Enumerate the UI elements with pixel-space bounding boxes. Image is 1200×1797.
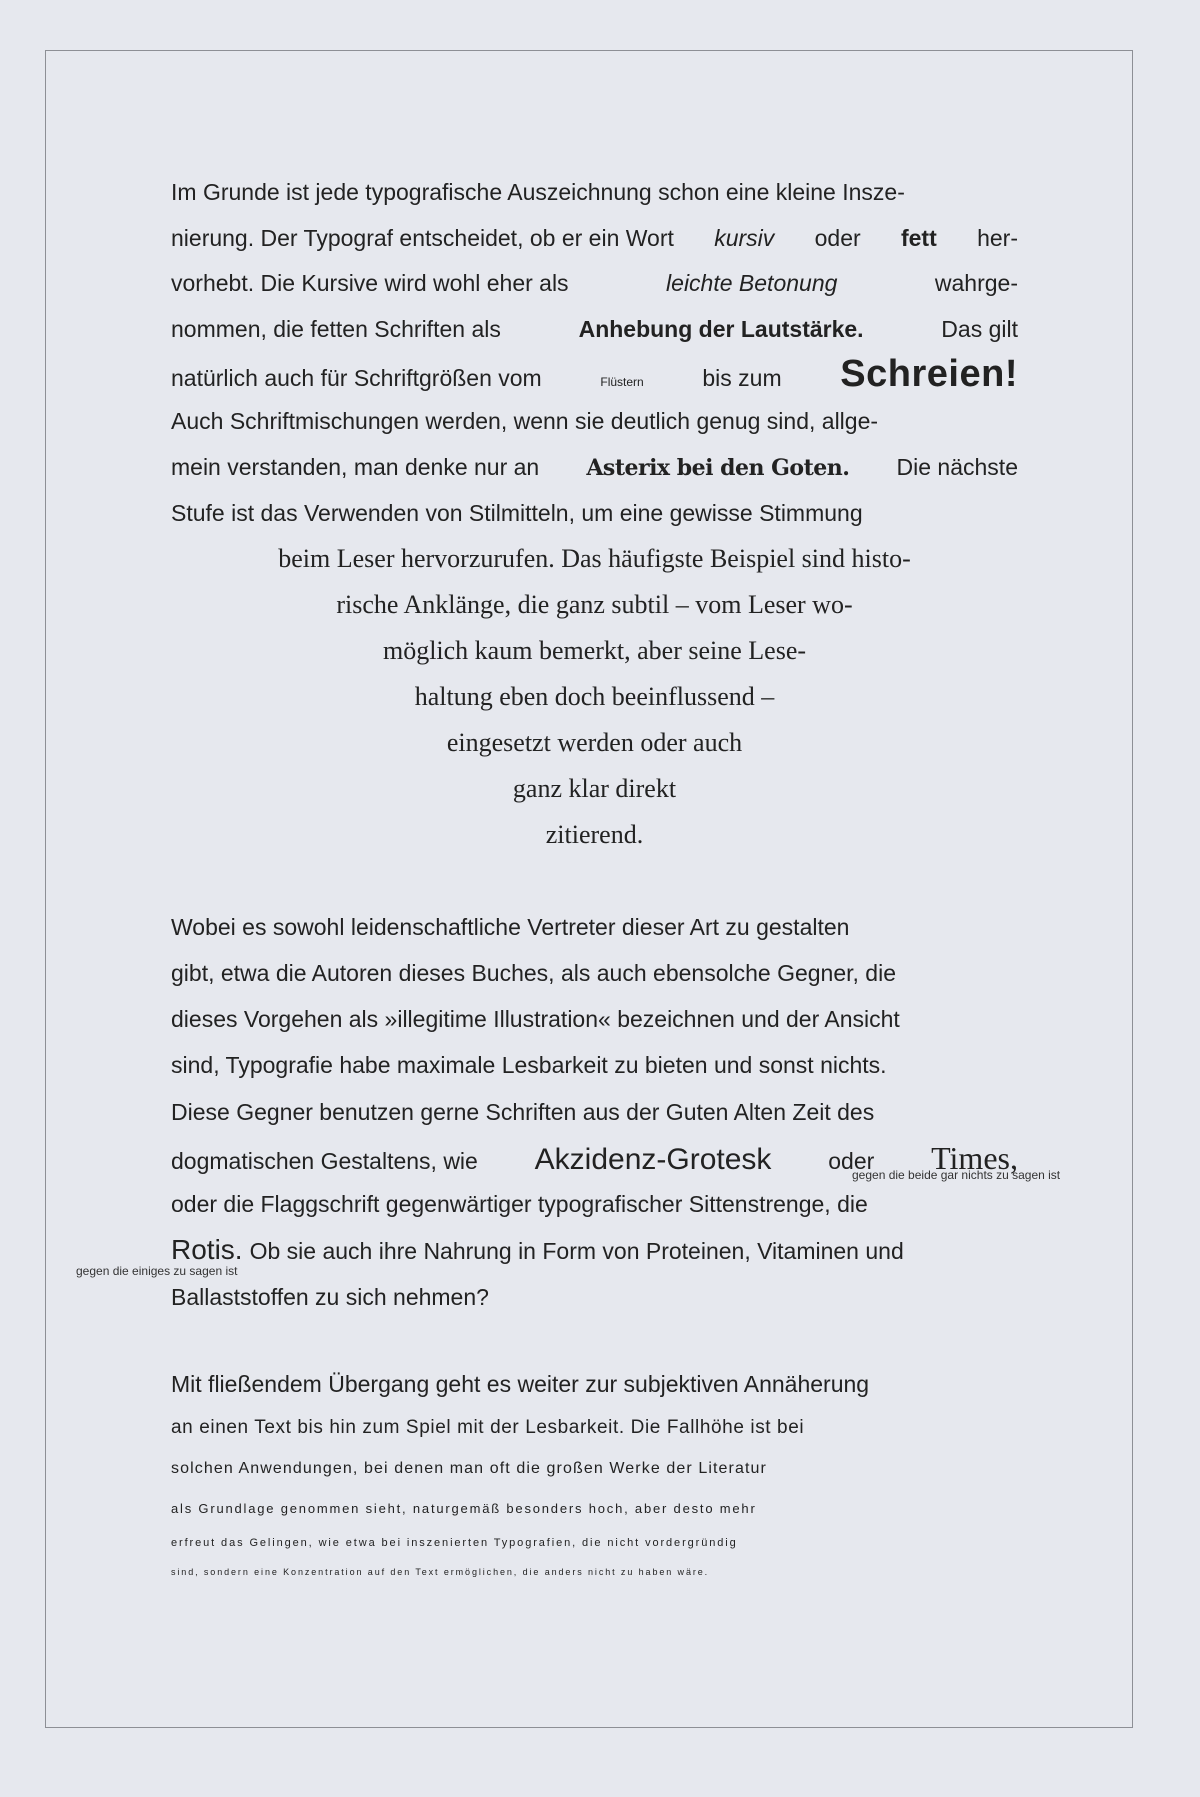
margin-note: gegen die einiges zu sagen ist — [76, 1264, 238, 1278]
text-line — [171, 268, 1018, 298]
serif-line: möglich kaum bemerkt, aber seine Lese- — [382, 636, 807, 665]
text-line — [171, 912, 1018, 942]
text-span: erfreut das Gelingen, wie etwa bei inszenierten Typografien, die nicht vordergründig — [171, 1537, 738, 1549]
text-span: dieses Vorgehen als »illegitime Illustration« bezeichnen und der Ansicht — [171, 1006, 900, 1032]
text-span: oder — [814, 225, 861, 251]
text-span: nommen, die fetten Schriften als — [171, 316, 501, 342]
text-line — [171, 1050, 1018, 1080]
text-span: dogmatischen Gestaltens, wie — [171, 1148, 478, 1174]
text-line — [171, 223, 1018, 253]
italic-word: kursiv — [714, 225, 775, 251]
text-span: solchen Anwendungen, bei denen man oft die großen Werke der Literatur — [171, 1460, 767, 1477]
text-span: her- — [977, 225, 1018, 251]
fade-line — [171, 1567, 1018, 1577]
text-line — [171, 314, 1018, 344]
text-span: Ballaststoffen zu sich nehmen? — [171, 1284, 489, 1310]
fade-line — [171, 1371, 1018, 1398]
text-span: gibt, etwa die Autoren dieses Buches, als auch ebensolche Gegner, die — [171, 960, 896, 986]
text-span: oder — [828, 1148, 875, 1174]
text-line — [171, 406, 1018, 436]
text-span: Mit fließendem Übergang geht es weiter zur subjektiven Annäherung — [171, 1371, 870, 1397]
text-span: bis zum — [702, 365, 782, 391]
whisper-word: Flüstern — [600, 375, 644, 389]
text-line — [171, 452, 1018, 483]
shout-word: Schreien! — [840, 353, 1018, 395]
text-span: als Grundlage genommen sieht, naturgemäß besonders hoch, aber desto mehr — [171, 1501, 757, 1516]
font-sample-akzidenz: Akzidenz-Grotesk — [534, 1143, 772, 1176]
blackletter-phrase: Asterix bei den Goten. — [586, 455, 850, 481]
text-span: sind, Typografie habe maximale Lesbarkeit zu bieten und sonst nichts. — [171, 1052, 887, 1078]
fade-line — [171, 1537, 1018, 1549]
text-span: Auch Schriftmischungen werden, wenn sie deutlich genug sind, allge- — [171, 408, 879, 434]
serif-line: rische Anklänge, die ganz subtil – vom Leser wo- — [336, 590, 853, 619]
serif-line: eingesetzt werden oder auch — [446, 728, 743, 757]
italic-phrase: leichte Betonung — [666, 270, 838, 296]
text-span: an einen Text bis hin zum Spiel mit der Lesbarkeit. Die Fallhöhe ist bei — [171, 1417, 805, 1438]
text-line — [171, 1189, 1018, 1219]
text-span: Diese Gegner benutzen gerne Schriften aus der Guten Alten Zeit des — [171, 1099, 875, 1125]
text-span: nierung. Der Typograf entscheidet, ob er ein Wort — [171, 225, 674, 251]
bold-phrase: Anhebung der Lautstärke. — [578, 316, 864, 342]
text-span: oder die Flaggschrift gegenwärtiger typografischer Sittenstrenge, die — [171, 1191, 868, 1217]
text-span: vorhebt. Die Kursive wird wohl eher als — [171, 270, 569, 296]
text-line — [171, 1282, 1018, 1312]
fade-line — [171, 1460, 1018, 1478]
fade-line — [171, 1417, 1018, 1439]
text-span: Wobei es sowohl leidenschaftliche Vertreter dieser Art zu gestalten — [171, 914, 850, 940]
bold-word: fett — [900, 225, 937, 251]
serif-line: haltung eben doch beeinflussend – — [414, 682, 775, 711]
margin-note: gegen die beide gar nichts zu sagen ist — [852, 1168, 1061, 1182]
serif-line: ganz klar direkt — [512, 774, 677, 803]
text-span: sind, sondern eine Konzentration auf den Text ermöglichen, die anders nicht zu haben wäre. — [171, 1567, 710, 1577]
text-line — [171, 177, 1018, 207]
fade-line — [171, 1501, 1018, 1516]
text-line — [171, 353, 1018, 397]
text-line — [171, 1097, 1018, 1127]
text-span: Stufe ist das Verwenden von Stilmitteln, um eine gewisse Stimmung — [171, 500, 863, 526]
text-span: Im Grunde ist jede typografische Auszeichnung schon eine kleine Insze- — [171, 179, 905, 205]
text-span: Das gilt — [941, 316, 1018, 342]
text-line — [171, 498, 1018, 528]
text-span: Die nächste — [896, 454, 1018, 480]
text-span: Ob sie auch ihre Nahrung in Form von Proteinen, Vitaminen und — [249, 1238, 904, 1264]
text-span: wahrge- — [934, 270, 1018, 296]
text-line — [171, 1235, 1018, 1266]
text-line — [171, 958, 1018, 988]
text-span: mein verstanden, man denke nur an — [171, 454, 540, 480]
font-sample-rotis: Rotis. — [171, 1234, 243, 1265]
font-sample-times: Times, — [931, 1140, 1018, 1176]
serif-line: beim Leser hervorzurufen. Das häufigste Beispiel sind histo- — [278, 544, 911, 573]
serif-line: zitierend. — [545, 820, 644, 849]
text-line — [171, 1004, 1018, 1034]
text-span: natürlich auch für Schriftgrößen vom — [171, 365, 542, 391]
